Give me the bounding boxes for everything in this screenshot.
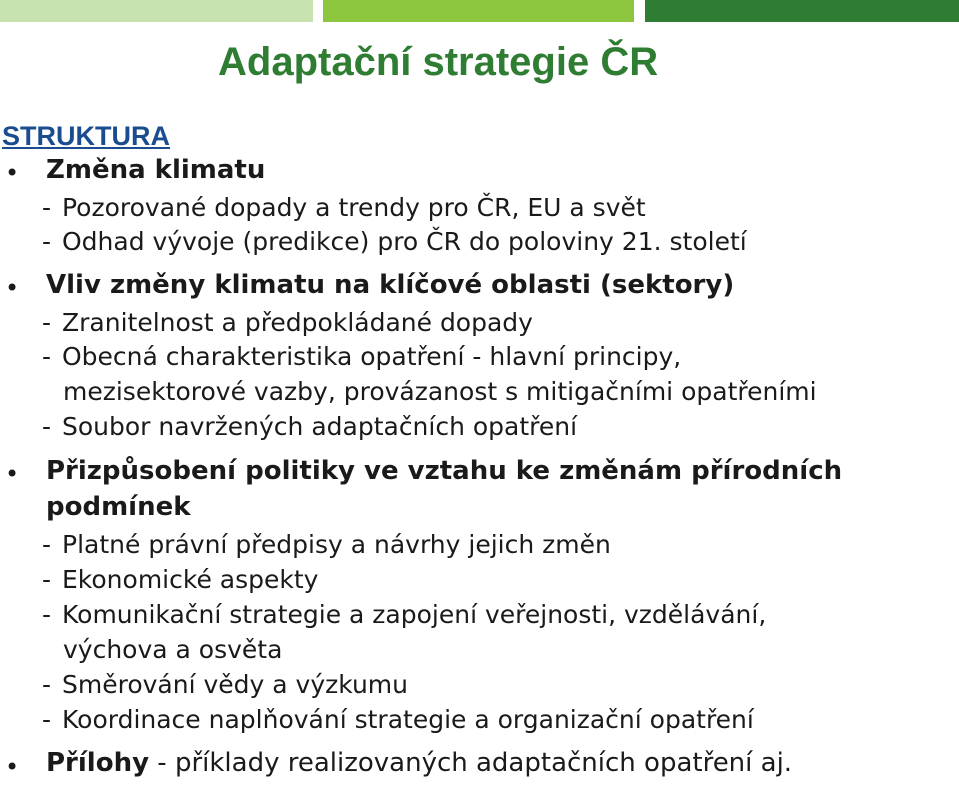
list-item: - Zranitelnost a předpokládané dopady xyxy=(42,308,533,337)
list-item: - Odhad vývoje (predikce) pro ČR do poloviny 21. století xyxy=(42,227,747,256)
appendix-description: - příklady realizovaných adaptačních opatření aj. xyxy=(149,748,793,778)
list-item: - Pozorované dopady a trendy pro ČR, EU a svět xyxy=(42,193,646,222)
section-title-continuation: podmínek xyxy=(46,492,191,522)
section-heading: STRUKTURA xyxy=(2,121,170,151)
bullet-icon: • xyxy=(5,159,20,187)
bullet-icon: • xyxy=(5,753,20,781)
list-item: - Ekonomické aspekty xyxy=(42,565,319,594)
section-title: Vliv změny klimatu na klíčové oblasti (sektory) xyxy=(46,270,735,300)
list-item: - Platné právní předpisy a návrhy jejich změn xyxy=(42,530,611,559)
bullet-icon: • xyxy=(5,460,20,488)
list-item: - Koordinace naplňování strategie a organizační opatření xyxy=(42,705,754,734)
page-title: Adaptační strategie ČR xyxy=(218,40,659,84)
list-item-continuation: mezisektorové vazby, provázanost s mitigačními opatřeními xyxy=(63,377,817,406)
list-item-continuation: výchova a osvěta xyxy=(63,635,283,664)
header-bar-light xyxy=(0,0,313,22)
list-item: - Komunikační strategie a zapojení veřejnosti, vzdělávání, xyxy=(42,600,767,629)
list-item: - Směrování vědy a výzkumu xyxy=(42,670,408,699)
list-item: - Obecná charakteristika opatření - hlavní principy, xyxy=(42,342,682,371)
header-bar-mid xyxy=(323,0,634,22)
header-bar-dark xyxy=(645,0,959,22)
list-item: - Soubor navržených adaptačních opatření xyxy=(42,412,578,441)
section-title: Přizpůsobení politiky ve vztahu ke změnám přírodních xyxy=(46,456,843,486)
section-title: Přílohy xyxy=(46,748,150,778)
appendix-line xyxy=(46,748,792,778)
section-title: Změna klimatu xyxy=(46,155,266,185)
bullet-icon: • xyxy=(5,274,20,302)
